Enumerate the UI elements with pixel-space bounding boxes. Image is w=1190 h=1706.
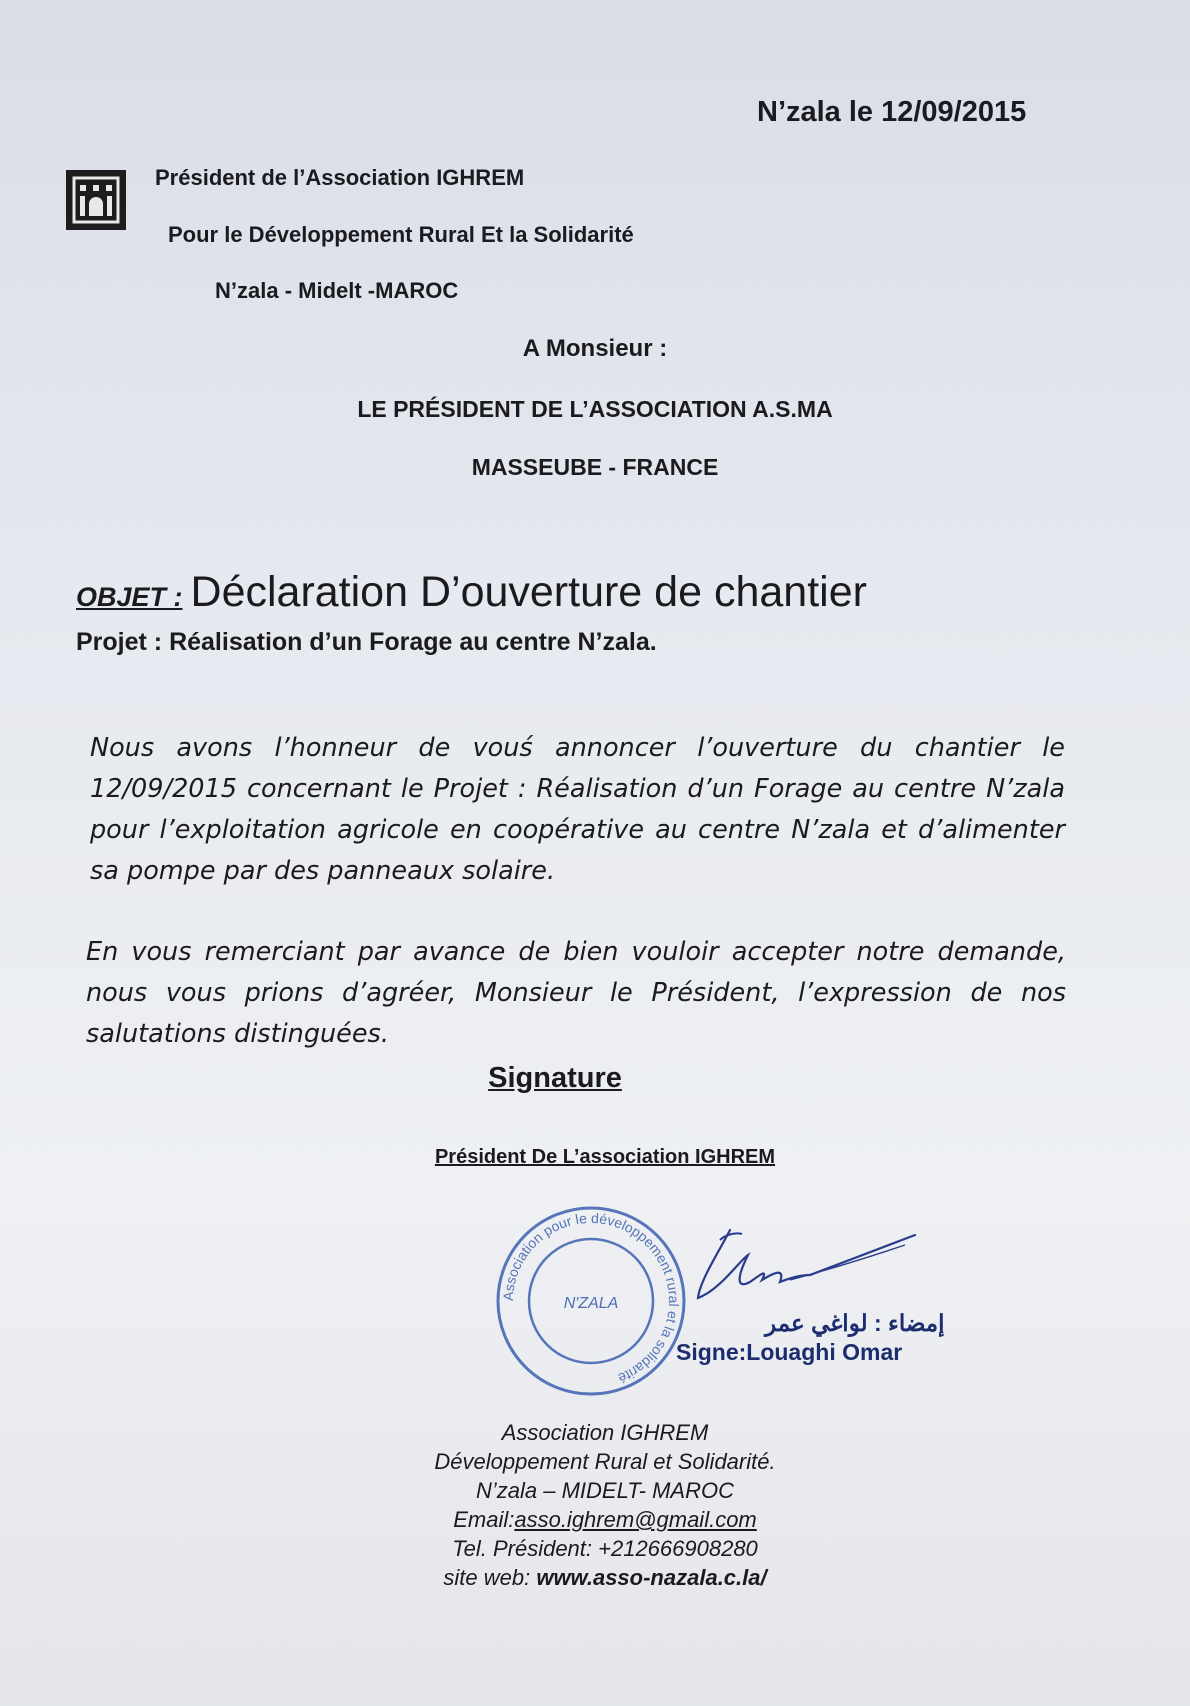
footer-line-2: Développement Rural et Solidarité. — [434, 1449, 776, 1474]
signature-heading: Signature — [488, 1062, 622, 1094]
footer-site-row — [0, 1563, 1190, 1592]
body-paragraph-2: En vous remerciant par avance de bien vouloir accepter notre demande, nous vous prions d’agréer, Monsieur le Président, l’expression de nos salutations distinguées. — [86, 937, 1066, 1049]
footer-line-1: Association IGHREM — [501, 1420, 709, 1445]
footer-contact — [0, 1418, 1190, 1592]
association-logo-icon — [66, 170, 126, 230]
recipient-line-3: MASSEUBE - FRANCE — [471, 454, 719, 480]
handwritten-signature — [690, 1220, 920, 1320]
objet-heading — [76, 568, 867, 617]
recipient-line-1: A Monsieur : — [522, 335, 668, 362]
date-line: N’zala le 12/09/2015 — [757, 96, 1027, 128]
objet-label: OBJET : — [76, 582, 183, 612]
footer-line-3: N’zala – MIDELT- MAROC — [476, 1478, 734, 1503]
signature-title: Président De L’association IGHREM — [434, 1146, 776, 1168]
sender-line-2: Pour le Développement Rural Et la Solidarité — [168, 222, 634, 247]
projet-line: Projet : Réalisation d’un Forage au centre N’zala. — [76, 628, 657, 656]
stamp-ring-text: Association pour le développement rural et la solidarité — [499, 1209, 683, 1387]
footer-site-link[interactable]: www.asso-nazala.c.la/ — [536, 1565, 767, 1590]
objet-title: Déclaration D’ouverture de chantier — [190, 568, 867, 616]
stamp-center-text: N'ZALA — [563, 1295, 619, 1312]
signature-arabic: إمضاء : لواغي عمر — [765, 1310, 945, 1336]
association-stamp — [494, 1204, 688, 1398]
footer-email-label: Email: — [453, 1507, 515, 1532]
footer-site-label: site web: — [443, 1565, 537, 1590]
sender-line-1: Président de l’Association IGHREM — [155, 165, 525, 190]
recipient-line-2: LE PRÉSIDENT DE L’ASSOCIATION A.S.MA — [357, 396, 833, 422]
body-paragraph-1: Nous avons l’honneur de vouś annoncer l’ouverture du chantier le 12/09/2015 concernant le Projet : Réalisation d’un Forage au centre N’zala pour l’exploitation agricole en coopérative au centre N’zala et d’alimenter sa pompe par des panneaux solaire. — [90, 733, 1065, 886]
footer-email-link[interactable]: asso.ighrem@gmail.com — [514, 1507, 757, 1532]
footer-email-row — [0, 1505, 1190, 1534]
signature-name: Signe:Louaghi Omar — [676, 1339, 903, 1365]
footer-tel: Tel. Président: +212666908280 — [452, 1536, 758, 1561]
sender-line-3: N’zala - Midelt -MAROC — [215, 278, 459, 303]
